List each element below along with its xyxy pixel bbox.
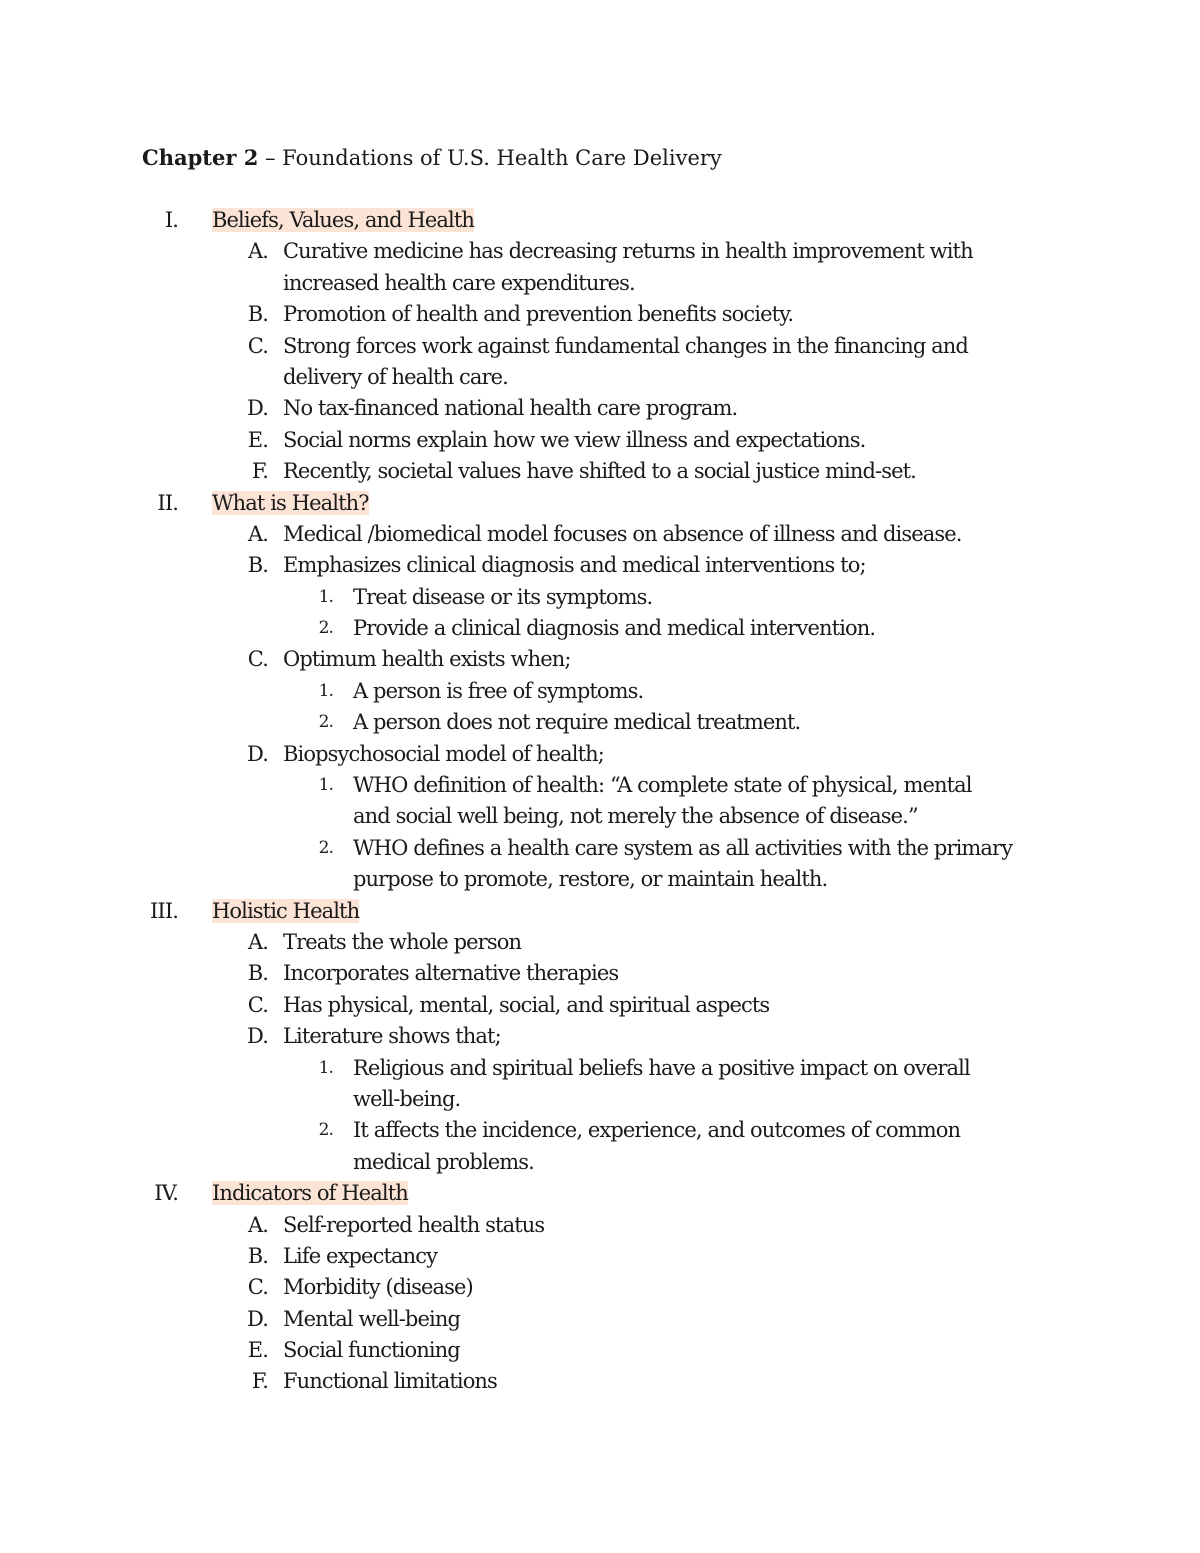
num-marker: 2. xyxy=(318,837,333,858)
num-line xyxy=(0,770,1200,801)
num-marker: 1. xyxy=(318,775,333,796)
alpha-text: Mental well-being xyxy=(283,1306,460,1331)
num-text: Provide a clinical diagnosis and medical intervention. xyxy=(353,616,876,641)
num-text: It affects the incidence, experience, and outcomes of common xyxy=(353,1118,961,1143)
alpha-marker: C. xyxy=(247,992,268,1017)
num-text: Religious and spiritual beliefs have a positive impact on overall xyxy=(353,1055,970,1080)
alpha-text: Medical /biomedical model focuses on absence of illness and disease. xyxy=(283,521,962,546)
alpha-line xyxy=(0,1366,1200,1397)
alpha-text: Optimum health exists when; xyxy=(283,647,571,672)
num-line xyxy=(0,613,1200,644)
alpha-text: No tax-financed national health care program. xyxy=(283,396,738,421)
alpha-line xyxy=(0,268,1200,299)
alpha-line xyxy=(0,331,1200,362)
alpha-line xyxy=(0,1021,1200,1052)
section-heading xyxy=(212,488,369,519)
num-text: WHO defines a health care system as all activities with the primary xyxy=(353,835,1013,860)
section-heading xyxy=(212,896,359,927)
alpha-line xyxy=(0,1304,1200,1335)
num-marker: 2. xyxy=(318,618,333,639)
alpha-line xyxy=(0,644,1200,675)
alpha-line xyxy=(0,362,1200,393)
num-marker: 1. xyxy=(318,680,333,701)
alpha-line xyxy=(0,1241,1200,1272)
num-line xyxy=(0,1115,1200,1146)
alpha-line xyxy=(0,236,1200,267)
alpha-text: Promotion of health and prevention benefits society. xyxy=(283,302,794,327)
num-line xyxy=(0,1053,1200,1084)
section-heading-highlight: Beliefs, Values, and Health xyxy=(212,208,474,232)
alpha-text: Treats the whole person xyxy=(283,929,522,954)
alpha-text: Has physical, mental, social, and spiritual aspects xyxy=(283,992,770,1017)
alpha-text: Biopsychosocial model of health; xyxy=(283,741,604,766)
alpha-line xyxy=(0,393,1200,424)
num-text: and social well being, not merely the absence of disease.” xyxy=(353,804,918,829)
num-text: Treat disease or its symptoms. xyxy=(353,584,653,609)
alpha-marker: E. xyxy=(247,1338,268,1363)
alpha-line xyxy=(0,550,1200,581)
alpha-line xyxy=(0,425,1200,456)
alpha-marker: A. xyxy=(247,1212,268,1237)
num-line xyxy=(0,1147,1200,1178)
num-text: A person is free of symptoms. xyxy=(353,678,644,703)
outline xyxy=(0,205,1200,1398)
num-text: purpose to promote, restore, or maintain health. xyxy=(353,867,828,892)
alpha-text: Strong forces work against fundamental changes in the financing and xyxy=(283,333,968,358)
roman-marker: III. xyxy=(150,898,178,923)
num-line xyxy=(0,864,1200,895)
num-line xyxy=(0,833,1200,864)
alpha-text: Social norms explain how we view illness and expectations. xyxy=(283,427,866,452)
alpha-text: increased health care expenditures. xyxy=(283,270,635,295)
alpha-line xyxy=(0,958,1200,989)
alpha-line xyxy=(0,990,1200,1021)
alpha-text: Incorporates alternative therapies xyxy=(283,961,619,986)
section-heading xyxy=(212,205,474,236)
num-line xyxy=(0,676,1200,707)
section-heading-highlight: What is Health? xyxy=(212,490,369,515)
alpha-marker: B. xyxy=(247,961,268,986)
alpha-text: Self-reported health status xyxy=(283,1212,545,1237)
roman-marker: II. xyxy=(157,490,178,515)
alpha-line xyxy=(0,1210,1200,1241)
num-text: WHO definition of health: “A complete state of physical, mental xyxy=(353,773,972,798)
alpha-marker: F. xyxy=(251,1369,268,1394)
num-marker: 1. xyxy=(318,1057,333,1078)
alpha-text: Emphasizes clinical diagnosis and medical interventions to; xyxy=(283,553,866,578)
alpha-line xyxy=(0,1272,1200,1303)
alpha-marker: F. xyxy=(251,459,268,484)
section-heading xyxy=(212,1178,408,1209)
alpha-marker: D. xyxy=(247,1306,268,1331)
num-line xyxy=(0,1084,1200,1115)
roman-marker: I. xyxy=(164,208,178,232)
alpha-text: Social functioning xyxy=(283,1338,460,1363)
alpha-line xyxy=(0,519,1200,550)
alpha-line xyxy=(0,739,1200,770)
alpha-line xyxy=(0,299,1200,330)
num-marker: 2. xyxy=(318,1120,333,1141)
num-text: medical problems. xyxy=(353,1149,534,1174)
alpha-marker: A. xyxy=(247,929,268,954)
roman-marker: IV. xyxy=(154,1181,178,1206)
alpha-marker: B. xyxy=(247,302,268,327)
chapter-label: Chapter 2 xyxy=(142,145,259,170)
alpha-text: delivery of health care. xyxy=(283,364,508,389)
alpha-line xyxy=(0,1335,1200,1366)
chapter-title: – Foundations of U.S. Health Care Delivery xyxy=(258,146,722,170)
section-heading-highlight: Holistic Health xyxy=(212,898,360,923)
alpha-line xyxy=(0,456,1200,487)
alpha-text: Functional limitations xyxy=(283,1369,497,1394)
alpha-marker: C. xyxy=(247,333,268,358)
alpha-marker: A. xyxy=(247,521,268,546)
roman-line xyxy=(0,896,1200,927)
alpha-text: Curative medicine has decreasing returns in health improvement with xyxy=(283,239,973,264)
alpha-text: Morbidity (disease) xyxy=(283,1275,473,1300)
alpha-marker: A. xyxy=(247,239,268,264)
alpha-line xyxy=(0,927,1200,958)
section-heading-highlight: Indicators of Health xyxy=(212,1181,408,1206)
alpha-marker: B. xyxy=(247,553,268,578)
alpha-text: Life expectancy xyxy=(283,1243,438,1268)
alpha-marker: E. xyxy=(247,427,268,452)
roman-line xyxy=(0,1178,1200,1209)
alpha-marker: C. xyxy=(247,647,268,672)
alpha-marker: D. xyxy=(247,741,268,766)
alpha-marker: B. xyxy=(247,1243,268,1268)
alpha-marker: D. xyxy=(247,1024,268,1049)
alpha-text: Literature shows that; xyxy=(283,1024,501,1049)
num-text: well-being. xyxy=(353,1086,461,1111)
alpha-marker: C. xyxy=(247,1275,268,1300)
num-marker: 2. xyxy=(318,712,333,733)
page-title xyxy=(142,142,722,175)
roman-line xyxy=(0,488,1200,519)
alpha-marker: D. xyxy=(247,396,268,421)
roman-line xyxy=(0,205,1200,236)
num-line xyxy=(0,801,1200,832)
num-marker: 1. xyxy=(318,586,333,607)
alpha-text: Recently, societal values have shifted to a social justice mind-set. xyxy=(283,459,916,484)
num-text: A person does not require medical treatment. xyxy=(353,710,801,735)
num-line xyxy=(0,582,1200,613)
num-line xyxy=(0,707,1200,738)
